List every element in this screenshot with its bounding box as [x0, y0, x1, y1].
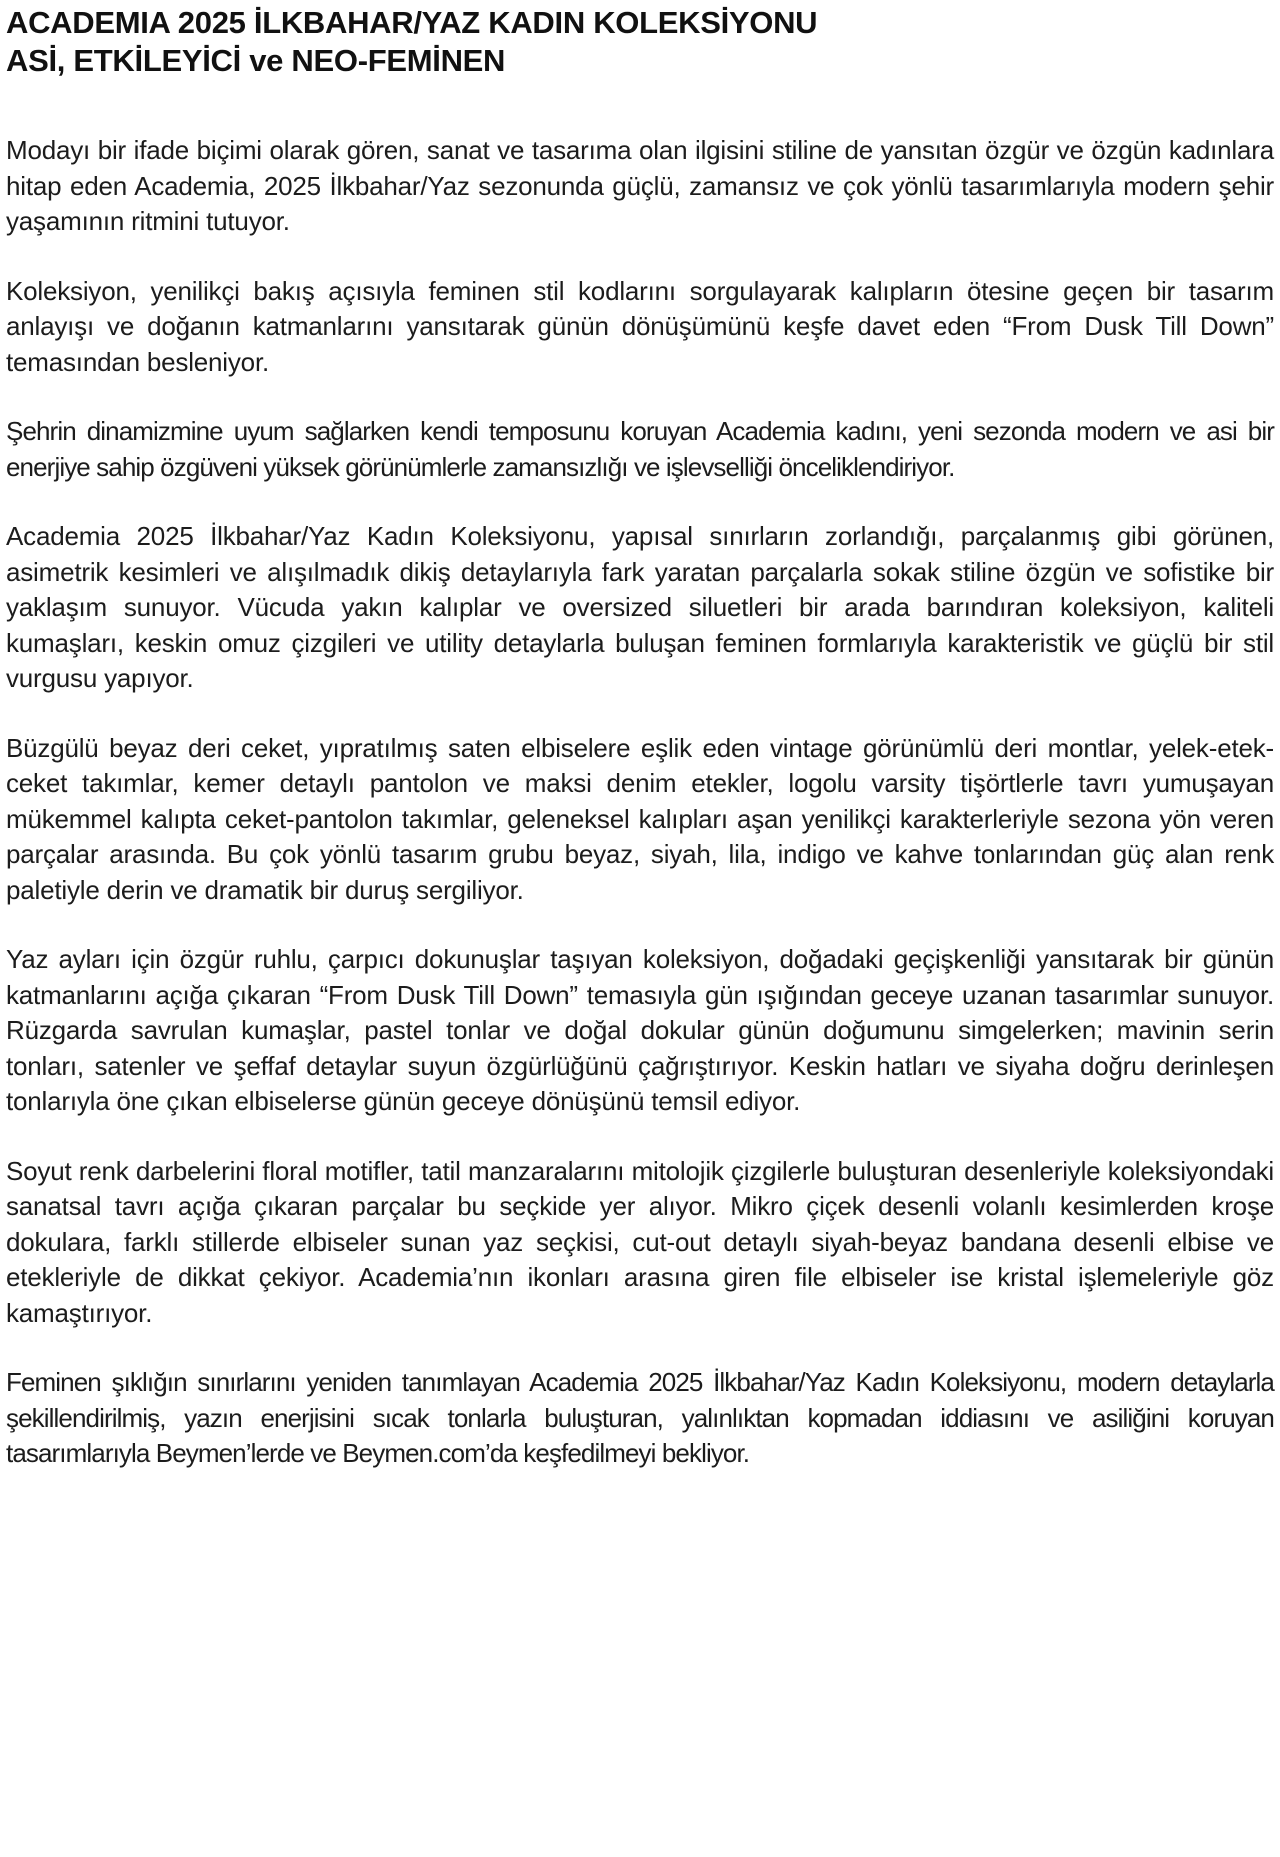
document-body [6, 133, 1274, 1472]
paragraph-theme: Koleksiyon, yenilikçi bakış açısıyla feminen stil kodlarını sorgulayarak kalıpların ötesine geçen bir tasarım anlayışı ve doğanın katmanlarını yansıtarak günün dönüşümünü keşfe davet eden “From Dusk Till Down” temasından besleniyor. [6, 275, 1274, 377]
title-line-2: ASİ, ETKİLEYİCİ ve NEO-FEMİNEN [6, 43, 506, 78]
document-title [6, 4, 1274, 80]
paragraph-prints: Soyut renk darbelerini floral motifler, tatil manzaralarını mitolojik çizgilerle buluşturan desenleriyle koleksiyondaki sanatsal tavrı açığa çıkaran parçalar bu seçkide yer alıyor. Mikro çiçek desenli volanlı kesimlerden kroşe dokulara, farklı stillerde elbiseler sunan yaz seçkisi, cut-out detaylı siyah-beyaz bandana desenli elbise ve etekleriyle de dikkat çekiyor. Academia’nın ikonları arasına giren file elbiseler ise kristal işlemeleriyle göz kamaştırıyor. [6, 1155, 1274, 1328]
paragraph-summer: Yaz ayları için özgür ruhlu, çarpıcı dokunuşlar taşıyan koleksiyon, doğadaki geçişkenliği yansıtarak bir günün katmanlarını açığa çıkaran “From Dusk Till Down” temasıyla gün ışığından geceye uzanan tasarımlar sunuyor. Rüzgarda savrulan kumaşlar, pastel tonlar ve doğal dokular günün doğumunu simgelerken; mavinin serin tonları, satenler ve şeffaf detaylar suyun özgürlüğünü çağrıştırıyor. Keskin hatları ve siyaha doğru derinleşen tonlarıyla öne çıkan elbiselerse günün geceye dönüşünü temsil ediyor. [6, 944, 1274, 1116]
paragraph-key-pieces: Büzgülü beyaz deri ceket, yıpratılmış saten elbiselere eşlik eden vintage görünümlü deri montlar, yelek-etek-ceket takımlar, kemer detaylı pantolon ve maksi denim etekler, logolu varsity tişörtlerle tavrı yumuşayan mükemmel kalıpta ceket-pantolon takımlar, geleneksel kalıpları aşan yenilikçi karakterleriyle sezona yön veren parçalar arasında. Bu çok yönlü tasarım grubu beyaz, siyah, lila, indigo ve kahve tonlarından güç alan renk paletiyle derin ve dramatik bir duruş sergiliyor. [6, 732, 1274, 905]
paragraph-collection-structure: Academia 2025 İlkbahar/Yaz Kadın Koleksiyonu, yapısal sınırların zorlandığı, parçalanmış gibi görünen, asimetrik kesimleri ve alışılmadık dikiş detaylarıyla fark yaratan parçalarla sokak stiline özgün ve sofistike bir yaklaşım sunuyor. Vücuda yakın kalıplar ve oversized siluetleri bir arada barındıran koleksiyon, kaliteli kumaşları, keskin omuz çizgileri ve utility detaylarla buluşan feminen formlarıyla karakteristik ve güçlü bir stil vurgusu yapıyor. [6, 521, 1274, 693]
paragraph-academia-woman: Şehrin dinamizmine uyum sağlarken kendi temposunu koruyan Academia kadını, yeni sezonda modern ve asi bir enerjiye sahip özgüveni yüksek görünümlerle zamansızlığı ve işlevselliği önceliklendiriyor. [6, 416, 1274, 482]
paragraph-closing: Feminen şıklığın sınırlarını yeniden tanımlayan Academia 2025 İlkbahar/Yaz Kadın Koleksiyonu, modern detaylarla şekillendirilmiş, yazın enerjisini sıcak tonlarla buluşturan, yalınlıktan kopmadan iddiasını ve asiliğini koruyan tasarımlarıyla Beymen’lerde ve Beymen.com’da keşfedilmeyi bekliyor. [6, 1367, 1274, 1468]
paragraph-intro: Modayı bir ifade biçimi olarak gören, sanat ve tasarıma olan ilgisini stiline de yansıtan özgür ve özgün kadınlara hitap eden Academia, 2025 İlkbahar/Yaz sezonunda güçlü, zamansız ve çok yönlü tasarımlarıyla modern şehir yaşamının ritmini tutuyor. [6, 135, 1274, 236]
title-line-1: ACADEMIA 2025 İLKBAHAR/YAZ KADIN KOLEKSİYONU [6, 5, 818, 40]
